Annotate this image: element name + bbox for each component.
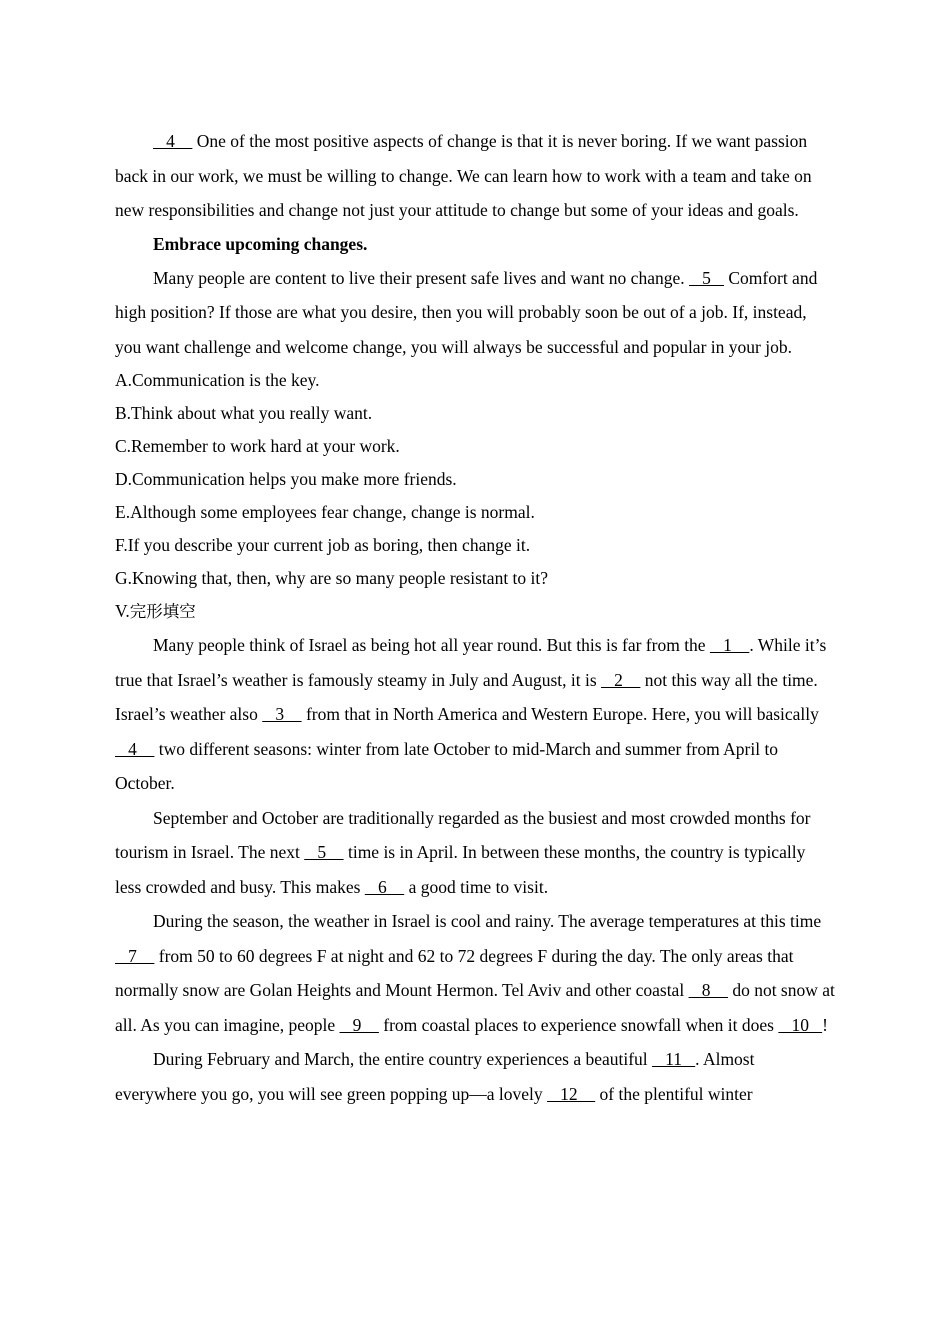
section-v-title — [115, 595, 835, 628]
cloze-paragraph-1 — [115, 628, 835, 801]
paragraph-text: One of the most positive aspects of change is that it is never boring. If we want passion back in our work, we must be willing to change. We can learn how to work with a team and take on new responsibilities and change not just your attitude to change but some of your ideas and goals. — [115, 131, 812, 220]
paragraph-text: do not snow at all. As you can imagine, people — [115, 980, 835, 1035]
paragraph-text: of the plentiful winter — [595, 1083, 753, 1104]
option-b: B.Think about what you really want. — [115, 403, 373, 423]
blank-2[interactable]: 2 — [601, 669, 641, 690]
blank-1[interactable]: 1 — [709, 635, 750, 655]
section-heading: Embrace upcoming changes. — [153, 233, 368, 254]
blank-9[interactable]: 9 — [339, 1014, 379, 1035]
paragraph-text: Many people are content to live their present safe lives and want no change. — [153, 267, 689, 288]
paragraph-text: . While it’s true that Israel’s weather is famously steamy in July and August, it is — [115, 635, 827, 690]
option-d: D.Communication helps you make more friends. — [115, 469, 457, 489]
paragraph-text: ! — [822, 1014, 828, 1035]
paragraph-text: During February and March, the entire country experiences a beautiful — [153, 1049, 653, 1069]
paragraph-text: a good time to visit. — [404, 876, 549, 897]
cloze-paragraph-4 — [115, 1042, 835, 1111]
blank-8[interactable]: 8 — [688, 980, 728, 1000]
paragraph-text: time is in April. In between these months, the country is typically less crowded and busy. This makes — [115, 842, 806, 897]
option-e: E.Although some employees fear change, change is normal. — [115, 502, 535, 522]
cloze-paragraph-2 — [115, 801, 835, 905]
paragraph-text: from coastal places to experience snowfall when it does — [378, 1014, 779, 1035]
cloze-paragraph-3 — [115, 904, 835, 1042]
blank-12[interactable]: 12 — [547, 1083, 596, 1104]
document-page — [115, 124, 835, 1111]
blank-6[interactable]: 6 — [364, 876, 405, 897]
section-numeral: V. — [115, 601, 130, 621]
paragraph-text: . Almost everywhere you go, you will see green popping up—a lovely — [115, 1049, 755, 1104]
blank-5[interactable]: 5 — [689, 267, 724, 288]
blank-5[interactable]: 5 — [304, 842, 344, 862]
blank-11[interactable]: 11 — [652, 1049, 696, 1069]
paragraph-text: September and October are traditionally regarded as the busiest and most crowded months for tourism in Israel. The next — [115, 807, 811, 862]
blank-4[interactable]: 4 — [153, 131, 193, 151]
paragraph-text: from that in North America and Western Europe. Here, you will basically — [301, 704, 819, 724]
option-a: A.Communication is the key. — [115, 370, 320, 390]
option-c: C.Remember to work hard at your work. — [115, 436, 400, 456]
blank-7[interactable]: 7 — [115, 945, 155, 966]
option-f: F.If you describe your current job as boring, then change it. — [115, 535, 531, 555]
paragraph-text: two different seasons: winter from late October to mid-March and summer from April to October. — [115, 738, 779, 793]
passage-paragraph-5 — [115, 261, 835, 365]
blank-10[interactable]: 10 — [778, 1014, 823, 1035]
section-title: 完形填空 — [129, 602, 196, 621]
passage-paragraph-4 — [115, 124, 835, 228]
paragraph-text: Comfort and high position? If those are what you desire, then you will probably soon be out of a job. If, instead, you want challenge and welcome change, you will always be successful and popular in your job. — [115, 267, 818, 357]
option-g: G.Knowing that, then, why are so many people resistant to it? — [115, 568, 549, 588]
blank-4[interactable]: 4 — [115, 738, 155, 759]
blank-3[interactable]: 3 — [262, 704, 302, 724]
paragraph-text: During the season, the weather in Israel is cool and rainy. The average temperatures at this time — [153, 911, 822, 931]
paragraph-text: from 50 to 60 degrees F at night and 62 to 72 degrees F during the day. The only areas that normally snow are Golan Heights and Mount Hermon. Tel Aviv and other coastal — [115, 945, 794, 1000]
paragraph-text: not this way all the time. Israel’s weather also — [115, 669, 818, 724]
paragraph-text: Many people think of Israel as being hot all year round. But this is far from the — [153, 635, 710, 655]
